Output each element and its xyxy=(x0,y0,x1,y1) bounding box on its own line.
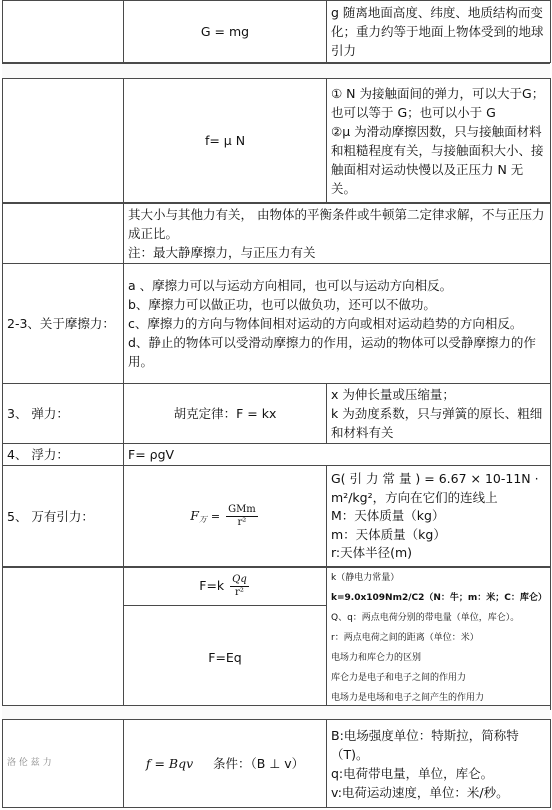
friction-note-b: b、摩擦力可以做正功，也可以做负功，还可以不做功。 xyxy=(128,297,436,312)
coulomb-fraction xyxy=(230,574,249,599)
electric-force-note: 电场力是电场和电子之间产生的作用力 xyxy=(331,693,485,703)
electric-label-cell xyxy=(3,567,124,710)
buoyancy-label: 4、 浮力： xyxy=(3,444,124,466)
coulomb-lhs: F=k xyxy=(199,577,225,593)
coulomb-constant-value: k=9.0x109Nm2/C2（N：牛；m：米；C：库仑） xyxy=(331,593,547,603)
normal-force-note: ① N 为接触面间的弹力，可以大于G；也可以等于 G；也可以小于 G xyxy=(331,85,545,120)
gravitation-fraction xyxy=(226,504,258,529)
friction-notes-label: 2-3、关于摩擦力： xyxy=(3,264,124,384)
lorentz-table xyxy=(2,719,551,808)
gravitation-numerator: GMm xyxy=(228,504,256,515)
section-separator-2 xyxy=(2,705,550,720)
lorentz-label: 洛 伦 兹 力 xyxy=(3,720,124,808)
coulomb-numerator: Qq xyxy=(232,573,247,585)
universal-gravitation-formula: $F_万$ = $\frac{\text{GMm}}{\text{r²}}$ xyxy=(124,466,327,568)
gravity-label-cell xyxy=(3,1,124,63)
buoyancy-formula: F= ρgV xyxy=(124,444,551,466)
friction-note-a: a 、摩擦力可以与运动方向相同，也可以与运动方向相反。 xyxy=(128,278,453,293)
static-friction-line-1: 其大小与其他力有关， 由物体的平衡条件或牛顿第二定律求解，不与正压力成正比。 xyxy=(128,207,545,241)
mass-M-note: M：天体质量（kg） xyxy=(331,508,445,524)
difference-note: 电场力和库仑力的区别 xyxy=(331,653,422,663)
friction-note-c: c、摩擦力的方向与物体间相对运动的方向或相对运动趋势的方向相反。 xyxy=(128,316,523,331)
charge-note: Q、q：两点电荷分别的带电量（单位，库仑）。 xyxy=(331,613,520,623)
section-separator xyxy=(2,63,550,79)
forces-table xyxy=(2,203,551,568)
sliding-friction-table xyxy=(2,78,551,203)
sliding-friction-description xyxy=(327,79,551,203)
gravitation-force-subscript: 万 xyxy=(198,515,207,524)
radius-note: r:天体半径(m) xyxy=(331,545,413,561)
field-force-formula: F=Eq xyxy=(124,606,327,710)
elastic-description xyxy=(327,384,551,444)
lorentz-formula: f = Bqv xyxy=(145,756,194,771)
static-friction-line-2: 注：最大静摩擦力，与正压力有关 xyxy=(128,245,316,260)
sliding-friction-label-cell xyxy=(3,79,124,203)
static-friction-label-cell xyxy=(3,204,124,264)
velocity-note: v:电荷运动速度，单位：米/秒。 xyxy=(331,784,509,800)
friction-note-d: d、静止的物体可以受滑动摩擦力的作用，运动的物体可以受静摩擦力的作用。 xyxy=(128,335,536,369)
charge-quantity-note: q:电荷带电量，单位，库仑。 xyxy=(331,765,494,781)
elastic-formula: 胡克定律：F = kx xyxy=(124,384,327,444)
universal-gravitation-label: 5、 万有引力： xyxy=(3,466,124,568)
coulomb-denominator: r² xyxy=(235,586,244,598)
coulomb-formula xyxy=(124,567,327,606)
electric-table xyxy=(2,566,551,710)
gravity-description: g 随离地面高度、纬度、地质结构而变化；重力约等于地面上物体受到的地球引力 xyxy=(327,1,551,63)
mass-m-note: m：天体质量（kg） xyxy=(331,526,446,542)
coulomb-constant-label: k（静电力常量） xyxy=(331,573,400,583)
magnetic-field-note: B:电场强度单位：特斯拉，简称特（T)。 xyxy=(331,727,519,762)
gravitation-force-symbol: F xyxy=(190,508,199,523)
friction-notes xyxy=(124,264,551,384)
friction-coefficient-note: ②μ 为滑动摩擦因数，只与接触面材料和粗糙程度有关，与接触面积大小、接触面相对运动快慢以及正压力 N 无关。 xyxy=(331,123,544,196)
sliding-friction-formula: f= μ N xyxy=(124,79,327,203)
gravity-table xyxy=(2,0,551,63)
elastic-desc-2: k 为劲度系数，只与弹簧的原长、粗细和材料有关 xyxy=(331,406,543,440)
lorentz-condition: 条件：（B ⊥ v） xyxy=(213,756,305,771)
gravitational-constant-note: G( 引 力 常 量 ) = 6.67 × 10-11N · m²/kg²，方向在它们的连线上 xyxy=(331,471,539,505)
universal-gravitation-description xyxy=(327,466,551,568)
elastic-desc-1: x 为伸长量或压缩量； xyxy=(331,387,455,402)
gravitation-denominator: r² xyxy=(237,517,247,528)
coulomb-force-note: 库仑力是电子和电子之间的作用力 xyxy=(331,673,467,683)
lorentz-formula-cell xyxy=(124,720,327,808)
electric-description xyxy=(327,567,551,710)
distance-note: r：两点电荷之间的距离（单位：米） xyxy=(331,633,479,643)
gravity-formula: G = mg xyxy=(124,1,327,63)
elastic-label: 3、 弹力： xyxy=(3,384,124,444)
static-friction-description xyxy=(124,204,551,264)
lorentz-description xyxy=(327,720,551,808)
